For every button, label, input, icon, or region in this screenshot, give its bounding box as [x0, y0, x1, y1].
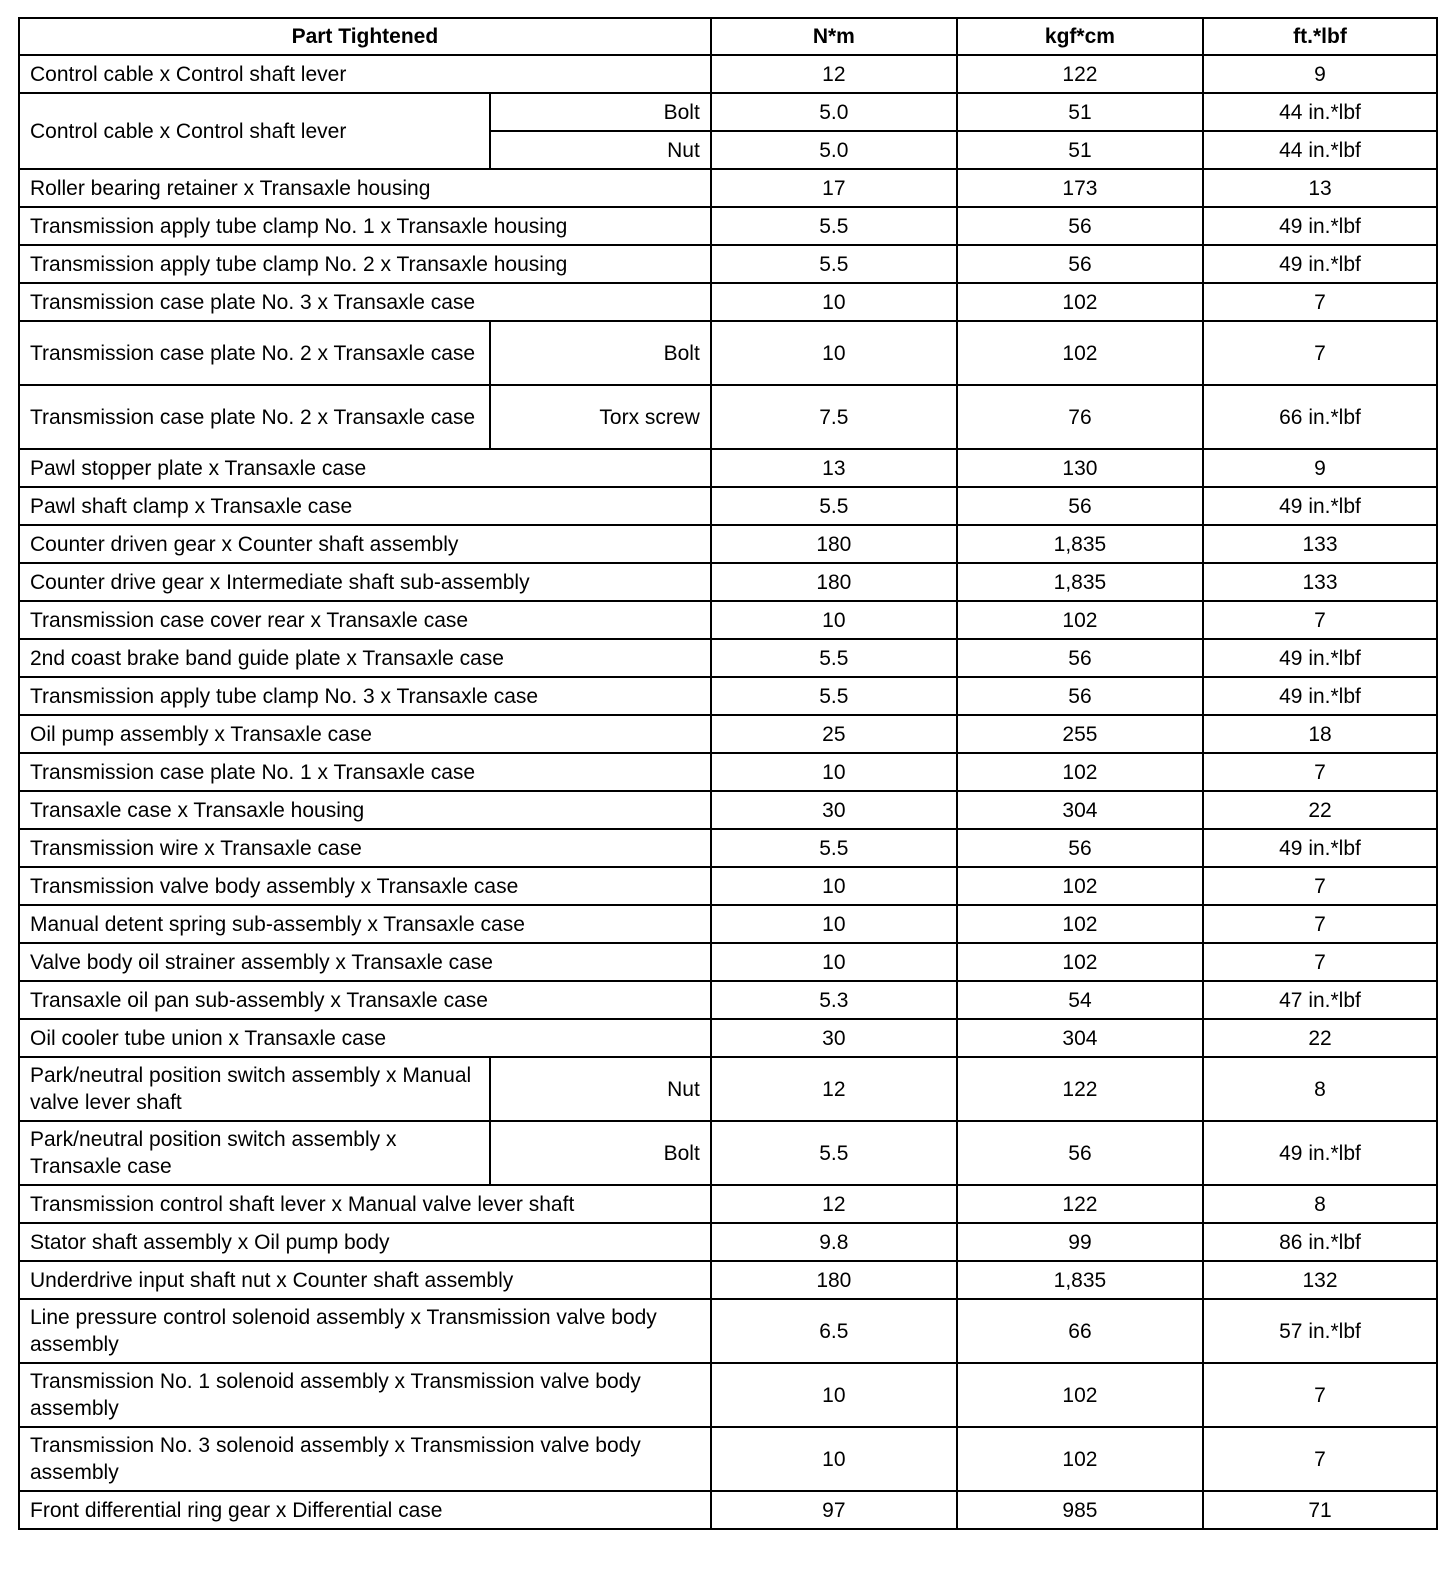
- fastener-cell: Bolt: [490, 93, 711, 131]
- nm-cell: 97: [711, 1491, 957, 1529]
- table-row: [19, 829, 1437, 867]
- nm-cell: 12: [711, 1185, 957, 1223]
- nm-cell: 10: [711, 321, 957, 385]
- table-row: [19, 905, 1437, 943]
- kgf-cell: 56: [957, 207, 1203, 245]
- kgf-cell: 102: [957, 905, 1203, 943]
- part-cell: Manual detent spring sub-assembly x Transaxle case: [19, 905, 711, 943]
- part-cell: Transmission wire x Transaxle case: [19, 829, 711, 867]
- part-cell: Transmission case plate No. 1 x Transaxle case: [19, 753, 711, 791]
- part-cell: Stator shaft assembly x Oil pump body: [19, 1223, 711, 1261]
- kgf-cell: 51: [957, 131, 1203, 169]
- ft-lbf-cell: 8: [1203, 1185, 1437, 1223]
- kgf-cell: 56: [957, 487, 1203, 525]
- nm-cell: 30: [711, 1019, 957, 1057]
- ft-lbf-cell: 49 in.*lbf: [1203, 1121, 1437, 1185]
- table-row: [19, 385, 1437, 449]
- nm-cell: 13: [711, 449, 957, 487]
- nm-cell: 25: [711, 715, 957, 753]
- nm-cell: 30: [711, 791, 957, 829]
- kgf-cell: 56: [957, 1121, 1203, 1185]
- part-cell: Pawl shaft clamp x Transaxle case: [19, 487, 711, 525]
- part-cell: Oil cooler tube union x Transaxle case: [19, 1019, 711, 1057]
- nm-cell: 5.0: [711, 131, 957, 169]
- table-row: [19, 1491, 1437, 1529]
- ft-lbf-cell: 22: [1203, 1019, 1437, 1057]
- kgf-cell: 99: [957, 1223, 1203, 1261]
- nm-cell: 5.5: [711, 245, 957, 283]
- kgf-cell: 122: [957, 55, 1203, 93]
- nm-cell: 5.5: [711, 1121, 957, 1185]
- kgf-cell: 255: [957, 715, 1203, 753]
- header-part-tightened: Part Tightened: [19, 18, 711, 55]
- nm-cell: 5.5: [711, 677, 957, 715]
- ft-lbf-cell: 7: [1203, 283, 1437, 321]
- nm-cell: 17: [711, 169, 957, 207]
- kgf-cell: 122: [957, 1185, 1203, 1223]
- part-cell: Transaxle case x Transaxle housing: [19, 791, 711, 829]
- part-cell: Transmission apply tube clamp No. 3 x Transaxle case: [19, 677, 711, 715]
- part-cell: Roller bearing retainer x Transaxle housing: [19, 169, 711, 207]
- part-cell: Pawl stopper plate x Transaxle case: [19, 449, 711, 487]
- ft-lbf-cell: 49 in.*lbf: [1203, 639, 1437, 677]
- ft-lbf-cell: 7: [1203, 867, 1437, 905]
- nm-cell: 12: [711, 55, 957, 93]
- table-row: [19, 449, 1437, 487]
- nm-cell: 10: [711, 867, 957, 905]
- nm-cell: 7.5: [711, 385, 957, 449]
- kgf-cell: 51: [957, 93, 1203, 131]
- ft-lbf-cell: 133: [1203, 563, 1437, 601]
- part-cell: Transmission control shaft lever x Manual valve lever shaft: [19, 1185, 711, 1223]
- table-row: [19, 93, 1437, 131]
- ft-lbf-cell: 49 in.*lbf: [1203, 207, 1437, 245]
- part-cell: Control cable x Control shaft lever: [19, 93, 490, 169]
- kgf-cell: 1,835: [957, 1261, 1203, 1299]
- fastener-cell: Nut: [490, 1057, 711, 1121]
- nm-cell: 5.5: [711, 487, 957, 525]
- ft-lbf-cell: 8: [1203, 1057, 1437, 1121]
- kgf-cell: 102: [957, 1363, 1203, 1427]
- ft-lbf-cell: 7: [1203, 601, 1437, 639]
- part-cell: Transmission case plate No. 2 x Transaxle case: [19, 321, 490, 385]
- ft-lbf-cell: 44 in.*lbf: [1203, 93, 1437, 131]
- nm-cell: 10: [711, 1427, 957, 1491]
- ft-lbf-cell: 9: [1203, 55, 1437, 93]
- table-row: [19, 753, 1437, 791]
- part-cell: Transmission case cover rear x Transaxle case: [19, 601, 711, 639]
- kgf-cell: 56: [957, 245, 1203, 283]
- nm-cell: 180: [711, 563, 957, 601]
- kgf-cell: 76: [957, 385, 1203, 449]
- kgf-cell: 102: [957, 321, 1203, 385]
- ft-lbf-cell: 133: [1203, 525, 1437, 563]
- ft-lbf-cell: 7: [1203, 1427, 1437, 1491]
- fastener-cell: Bolt: [490, 1121, 711, 1185]
- nm-cell: 5.3: [711, 981, 957, 1019]
- nm-cell: 5.5: [711, 829, 957, 867]
- part-cell: Transmission case plate No. 2 x Transaxle case: [19, 385, 490, 449]
- part-cell: Transmission apply tube clamp No. 1 x Transaxle housing: [19, 207, 711, 245]
- nm-cell: 5.5: [711, 207, 957, 245]
- part-cell: Control cable x Control shaft lever: [19, 55, 711, 93]
- kgf-cell: 102: [957, 283, 1203, 321]
- nm-cell: 10: [711, 601, 957, 639]
- nm-cell: 180: [711, 1261, 957, 1299]
- kgf-cell: 985: [957, 1491, 1203, 1529]
- kgf-cell: 102: [957, 753, 1203, 791]
- table-row: [19, 55, 1437, 93]
- ft-lbf-cell: 7: [1203, 321, 1437, 385]
- table-row: [19, 525, 1437, 563]
- table-row: [19, 1057, 1437, 1121]
- ft-lbf-cell: 44 in.*lbf: [1203, 131, 1437, 169]
- kgf-cell: 304: [957, 1019, 1203, 1057]
- ft-lbf-cell: 86 in.*lbf: [1203, 1223, 1437, 1261]
- part-cell: Oil pump assembly x Transaxle case: [19, 715, 711, 753]
- kgf-cell: 102: [957, 943, 1203, 981]
- nm-cell: 5.0: [711, 93, 957, 131]
- table-row: [19, 677, 1437, 715]
- kgf-cell: 56: [957, 677, 1203, 715]
- kgf-cell: 66: [957, 1299, 1203, 1363]
- header-kgf-cm: kgf*cm: [957, 18, 1203, 55]
- part-cell: Front differential ring gear x Differential case: [19, 1491, 711, 1529]
- nm-cell: 6.5: [711, 1299, 957, 1363]
- table-row: [19, 487, 1437, 525]
- torque-spec-table: [18, 17, 1438, 1530]
- part-cell: Transaxle oil pan sub-assembly x Transaxle case: [19, 981, 711, 1019]
- table-row: [19, 1223, 1437, 1261]
- ft-lbf-cell: 7: [1203, 1363, 1437, 1427]
- part-cell: Valve body oil strainer assembly x Transaxle case: [19, 943, 711, 981]
- ft-lbf-cell: 132: [1203, 1261, 1437, 1299]
- kgf-cell: 1,835: [957, 563, 1203, 601]
- ft-lbf-cell: 66 in.*lbf: [1203, 385, 1437, 449]
- table-row: [19, 1363, 1437, 1427]
- ft-lbf-cell: 57 in.*lbf: [1203, 1299, 1437, 1363]
- part-cell: Transmission valve body assembly x Transaxle case: [19, 867, 711, 905]
- ft-lbf-cell: 9: [1203, 449, 1437, 487]
- ft-lbf-cell: 7: [1203, 753, 1437, 791]
- fastener-cell: Torx screw: [490, 385, 711, 449]
- kgf-cell: 54: [957, 981, 1203, 1019]
- nm-cell: 10: [711, 905, 957, 943]
- kgf-cell: 122: [957, 1057, 1203, 1121]
- nm-cell: 9.8: [711, 1223, 957, 1261]
- table-row: [19, 245, 1437, 283]
- kgf-cell: 130: [957, 449, 1203, 487]
- table-row: [19, 169, 1437, 207]
- kgf-cell: 102: [957, 1427, 1203, 1491]
- table-row: [19, 981, 1437, 1019]
- nm-cell: 10: [711, 1363, 957, 1427]
- table-row: [19, 1019, 1437, 1057]
- ft-lbf-cell: 7: [1203, 943, 1437, 981]
- table-row: [19, 1185, 1437, 1223]
- kgf-cell: 102: [957, 601, 1203, 639]
- part-cell: Counter driven gear x Counter shaft assembly: [19, 525, 711, 563]
- nm-cell: 10: [711, 283, 957, 321]
- kgf-cell: 304: [957, 791, 1203, 829]
- ft-lbf-cell: 47 in.*lbf: [1203, 981, 1437, 1019]
- table-row: [19, 1427, 1437, 1491]
- ft-lbf-cell: 49 in.*lbf: [1203, 487, 1437, 525]
- nm-cell: 12: [711, 1057, 957, 1121]
- table-row: [19, 791, 1437, 829]
- ft-lbf-cell: 49 in.*lbf: [1203, 677, 1437, 715]
- part-cell: Underdrive input shaft nut x Counter shaft assembly: [19, 1261, 711, 1299]
- table-header-row: [19, 18, 1437, 55]
- table-row: [19, 639, 1437, 677]
- ft-lbf-cell: 13: [1203, 169, 1437, 207]
- part-cell: Park/neutral position switch assembly x Transaxle case: [19, 1121, 490, 1185]
- kgf-cell: 1,835: [957, 525, 1203, 563]
- part-cell: Counter drive gear x Intermediate shaft sub-assembly: [19, 563, 711, 601]
- header-nm: N*m: [711, 18, 957, 55]
- table-row: [19, 943, 1437, 981]
- kgf-cell: 56: [957, 639, 1203, 677]
- table-row: [19, 1299, 1437, 1363]
- table-row: [19, 321, 1437, 385]
- part-cell: Transmission apply tube clamp No. 2 x Transaxle housing: [19, 245, 711, 283]
- table-row: [19, 601, 1437, 639]
- table-row: [19, 207, 1437, 245]
- part-cell: Transmission No. 1 solenoid assembly x Transmission valve body assembly: [19, 1363, 711, 1427]
- table-row: [19, 715, 1437, 753]
- table-row: [19, 563, 1437, 601]
- part-cell: Transmission case plate No. 3 x Transaxle case: [19, 283, 711, 321]
- part-cell: 2nd coast brake band guide plate x Transaxle case: [19, 639, 711, 677]
- fastener-cell: Nut: [490, 131, 711, 169]
- part-cell: Line pressure control solenoid assembly x Transmission valve body assembly: [19, 1299, 711, 1363]
- ft-lbf-cell: 49 in.*lbf: [1203, 829, 1437, 867]
- ft-lbf-cell: 7: [1203, 905, 1437, 943]
- table-row: [19, 1121, 1437, 1185]
- fastener-cell: Bolt: [490, 321, 711, 385]
- table-row: [19, 1261, 1437, 1299]
- ft-lbf-cell: 71: [1203, 1491, 1437, 1529]
- table-row: [19, 867, 1437, 905]
- nm-cell: 5.5: [711, 639, 957, 677]
- kgf-cell: 173: [957, 169, 1203, 207]
- kgf-cell: 102: [957, 867, 1203, 905]
- ft-lbf-cell: 18: [1203, 715, 1437, 753]
- part-cell: Transmission No. 3 solenoid assembly x Transmission valve body assembly: [19, 1427, 711, 1491]
- header-ft-lbf: ft.*lbf: [1203, 18, 1437, 55]
- nm-cell: 180: [711, 525, 957, 563]
- part-cell: Park/neutral position switch assembly x Manual valve lever shaft: [19, 1057, 490, 1121]
- ft-lbf-cell: 49 in.*lbf: [1203, 245, 1437, 283]
- table-row: [19, 283, 1437, 321]
- ft-lbf-cell: 22: [1203, 791, 1437, 829]
- nm-cell: 10: [711, 943, 957, 981]
- nm-cell: 10: [711, 753, 957, 791]
- kgf-cell: 56: [957, 829, 1203, 867]
